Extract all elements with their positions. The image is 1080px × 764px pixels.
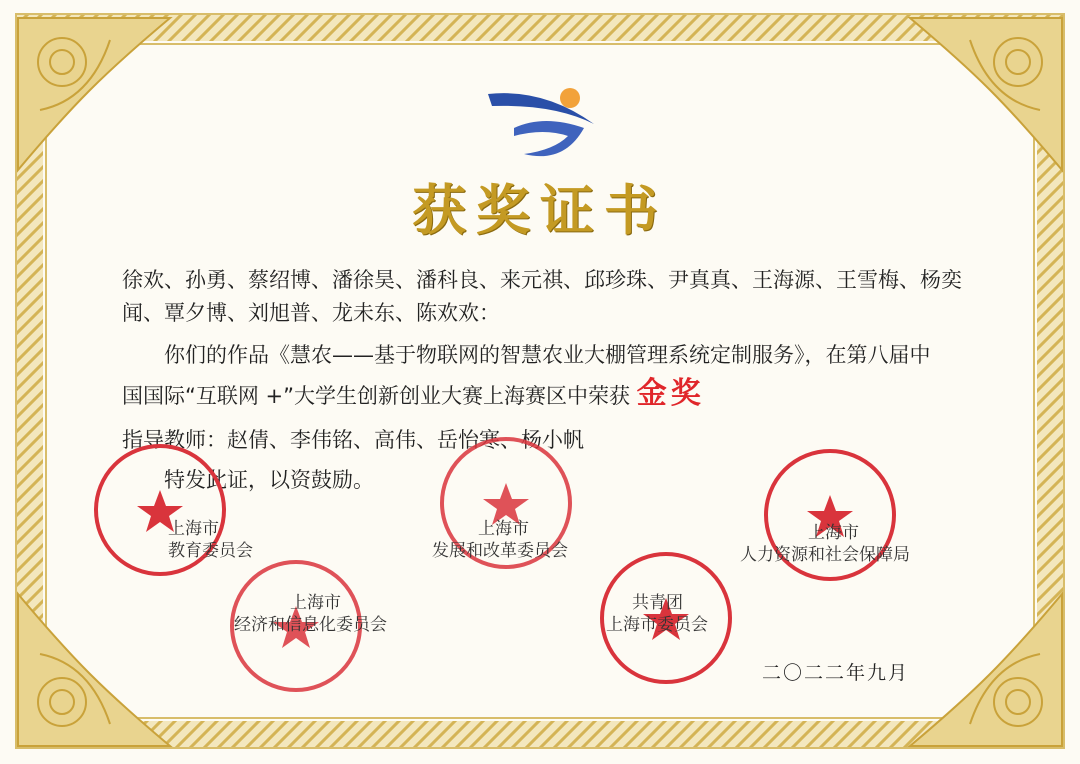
issuer-line: 上海市 (808, 523, 859, 543)
issuer-line: 上海市 (290, 593, 341, 613)
issuer-line: 上海市 (478, 519, 529, 539)
certificate-title: 获奖证书 (412, 178, 668, 242)
issuer-line: 发展和改革委员会 (432, 541, 568, 561)
body-line-2-text: 国国际“互联网 +”大学生创新创业大赛上海赛区中荣获 (122, 384, 631, 408)
issuer-line: 经济和信息化委员会 (234, 615, 387, 635)
advisors-line: 指导教师：赵倩、李伟铭、高伟、岳怡寒、杨小帆 (122, 428, 584, 452)
body-line-1: 你们的作品《慧农——基于物联网的智慧农业大棚管理系统定制服务》，在第八届中 (164, 343, 931, 367)
issuer-line: 上海市委员会 (606, 615, 708, 635)
recipients-line-1: 徐欢、孙勇、蔡绍博、潘徐昊、潘科良、来元祺、邱珍珠、尹真真、王海源、王雪梅、杨奕 (122, 268, 962, 292)
issuer-development (432, 518, 568, 562)
issuer-human-resources (740, 522, 910, 566)
competition-logo (484, 84, 604, 164)
issuer-education (168, 518, 253, 562)
body-line-2 (122, 378, 705, 412)
issuer-line: 人力资源和社会保障局 (740, 545, 910, 565)
recipients-line-2: 闻、覃夕博、刘旭普、龙未东、陈欢欢： (122, 301, 500, 325)
issuer-youth-league (606, 592, 708, 636)
issuer-line: 共青团 (632, 593, 683, 613)
issue-date: 二〇二二年九月 (762, 662, 910, 684)
award-name: 金奖 (636, 376, 705, 411)
issuer-line: 教育委员会 (168, 541, 253, 561)
closing-line: 特发此证，以资鼓励。 (164, 468, 374, 492)
issuer-line: 上海市 (168, 519, 219, 539)
issuer-economy (234, 592, 387, 636)
